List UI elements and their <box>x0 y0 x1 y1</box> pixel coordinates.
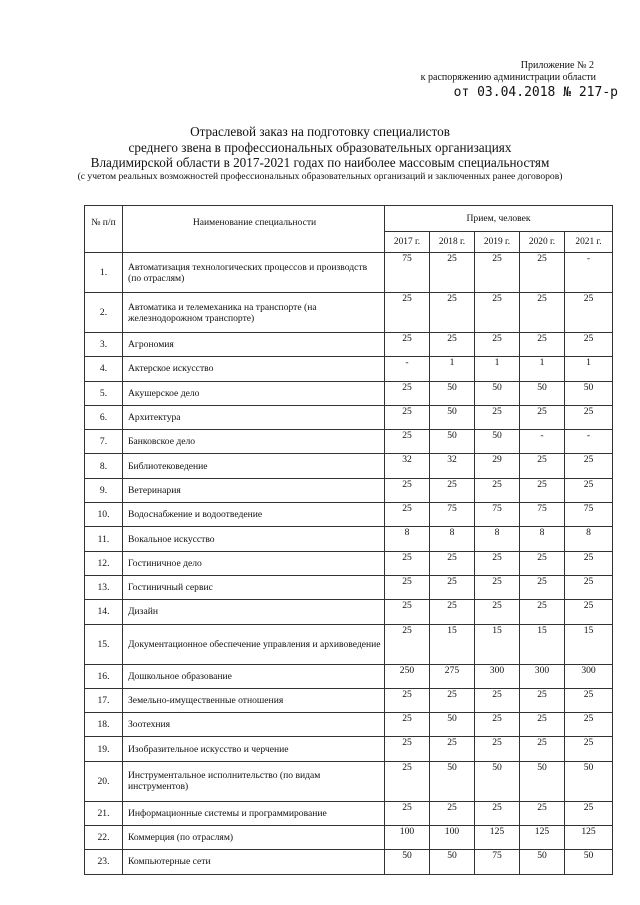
specialty-name: Инструментальное исполнительство (по видам инструментов) <box>123 761 385 801</box>
admission-value: 25 <box>520 454 565 478</box>
row-number: 6. <box>85 405 123 429</box>
document-title <box>60 124 580 171</box>
admission-value: 25 <box>385 333 430 357</box>
admission-value: 50 <box>520 850 565 874</box>
header-year: 2021 г. <box>565 232 613 253</box>
admission-value: 25 <box>430 600 475 624</box>
specialty-name: Земельно-имущественные отношения <box>123 688 385 712</box>
admission-value: 25 <box>385 478 430 502</box>
title-line-2: среднего звена в профессиональных образовательных организациях <box>128 139 512 155</box>
admission-value: 50 <box>520 761 565 801</box>
admission-value: 50 <box>385 850 430 874</box>
specialty-name: Агрономия <box>123 333 385 357</box>
specialty-name: Изобразительное искусство и черчение <box>123 737 385 761</box>
admission-value: 25 <box>475 405 520 429</box>
specialty-name: Актерское искусство <box>123 357 385 381</box>
admission-value: 300 <box>475 664 520 688</box>
specialty-name: Акушерское дело <box>123 381 385 405</box>
admission-value: 50 <box>430 850 475 874</box>
row-number: 16. <box>85 664 123 688</box>
row-number: 13. <box>85 575 123 599</box>
admission-value: 25 <box>385 381 430 405</box>
admission-value: 25 <box>475 737 520 761</box>
admission-value: 25 <box>385 624 430 664</box>
admission-value: 50 <box>475 381 520 405</box>
table-row <box>85 688 613 712</box>
admission-value: 25 <box>385 801 430 825</box>
admission-value: 25 <box>385 575 430 599</box>
admission-value: 25 <box>430 551 475 575</box>
specialty-name: Коммерция (по отраслям) <box>123 826 385 850</box>
table-row <box>85 713 613 737</box>
row-number: 15. <box>85 624 123 664</box>
title-line-1: Отраслевой заказ на подготовку специалистов <box>190 124 450 139</box>
admission-value: - <box>385 357 430 381</box>
table-row <box>85 454 613 478</box>
admission-value: 300 <box>520 664 565 688</box>
table-row <box>85 826 613 850</box>
admission-value: 15 <box>520 624 565 664</box>
row-number: 11. <box>85 527 123 551</box>
admission-value: 25 <box>385 761 430 801</box>
admission-value: 75 <box>565 503 613 527</box>
admission-value: 1 <box>565 357 613 381</box>
specialty-name: Банковское дело <box>123 430 385 454</box>
admission-value: 25 <box>430 478 475 502</box>
admission-value: 25 <box>385 600 430 624</box>
specialty-name: Компьютерные сети <box>123 850 385 874</box>
admission-value: 75 <box>430 503 475 527</box>
admission-value: 8 <box>475 527 520 551</box>
margin-mark <box>36 880 39 883</box>
table-row <box>85 253 613 293</box>
row-number: 5. <box>85 381 123 405</box>
admission-value: 300 <box>565 664 613 688</box>
admission-value: 15 <box>475 624 520 664</box>
specialty-name: Вокальное искусство <box>123 527 385 551</box>
specialty-name: Библиотековедение <box>123 454 385 478</box>
table-row <box>85 293 613 333</box>
admission-value: 250 <box>385 664 430 688</box>
admission-value: - <box>520 430 565 454</box>
table-row <box>85 624 613 664</box>
row-number: 23. <box>85 850 123 874</box>
table-row <box>85 405 613 429</box>
admission-value: 25 <box>565 688 613 712</box>
row-number: 7. <box>85 430 123 454</box>
admission-value: 25 <box>565 293 613 333</box>
admission-value: 25 <box>475 575 520 599</box>
admission-value: 25 <box>385 293 430 333</box>
admission-value: 29 <box>475 454 520 478</box>
admission-value: 25 <box>520 737 565 761</box>
row-number: 8. <box>85 454 123 478</box>
row-number: 21. <box>85 801 123 825</box>
admission-value: 75 <box>475 850 520 874</box>
specialty-name: Информационные системы и программирование <box>123 801 385 825</box>
admission-value: 25 <box>520 600 565 624</box>
row-number: 4. <box>85 357 123 381</box>
admission-value: 25 <box>565 575 613 599</box>
specialty-name: Архитектура <box>123 405 385 429</box>
admission-value: 25 <box>475 688 520 712</box>
row-number: 17. <box>85 688 123 712</box>
table-row <box>85 801 613 825</box>
row-number: 18. <box>85 713 123 737</box>
admission-value: 25 <box>520 293 565 333</box>
specialty-name: Дошкольное образование <box>123 664 385 688</box>
specialty-name: Дизайн <box>123 600 385 624</box>
admission-value: 25 <box>430 253 475 293</box>
admission-value: 75 <box>475 503 520 527</box>
admission-value: 125 <box>475 826 520 850</box>
admission-value: 15 <box>565 624 613 664</box>
admission-value: 275 <box>430 664 475 688</box>
header-admission: Прием, человек <box>385 206 613 232</box>
admission-value: 8 <box>520 527 565 551</box>
admission-value: 8 <box>565 527 613 551</box>
table-row <box>85 357 613 381</box>
row-number: 14. <box>85 600 123 624</box>
specialty-name: Автоматика и телемеханика на транспорте (на железнодорожном транспорте) <box>123 293 385 333</box>
admission-value: 1 <box>475 357 520 381</box>
admission-value: 25 <box>475 293 520 333</box>
table-row <box>85 478 613 502</box>
admission-value: 15 <box>430 624 475 664</box>
admission-value: 25 <box>565 333 613 357</box>
table-row <box>85 430 613 454</box>
admission-value: 25 <box>385 430 430 454</box>
admission-value: - <box>565 253 613 293</box>
admission-value: 25 <box>565 600 613 624</box>
table-row <box>85 761 613 801</box>
admission-value: 25 <box>430 575 475 599</box>
annex-block <box>420 60 618 101</box>
admission-value: 1 <box>520 357 565 381</box>
admission-value: 25 <box>565 801 613 825</box>
annex-order-ref: к распоряжению администрации области <box>420 72 596 83</box>
header-name: Наименование специальности <box>123 206 385 253</box>
admission-value: 25 <box>385 503 430 527</box>
admission-value: 25 <box>385 737 430 761</box>
admission-value: 25 <box>385 405 430 429</box>
admission-value: 8 <box>430 527 475 551</box>
admission-value: 25 <box>475 333 520 357</box>
specialty-name: Гостиничное дело <box>123 551 385 575</box>
admission-value: 25 <box>430 333 475 357</box>
admission-value: 25 <box>565 551 613 575</box>
admission-value: 25 <box>520 688 565 712</box>
table-row <box>85 551 613 575</box>
admission-value: 50 <box>475 761 520 801</box>
admission-value: 100 <box>385 826 430 850</box>
admission-value: 25 <box>520 405 565 429</box>
header-year: 2017 г. <box>385 232 430 253</box>
admission-value: 50 <box>565 761 613 801</box>
admission-value: 25 <box>430 293 475 333</box>
header-num: № п/п <box>85 206 123 253</box>
admission-value: 25 <box>565 405 613 429</box>
admission-value: 25 <box>520 575 565 599</box>
table-row <box>85 503 613 527</box>
admission-value: 32 <box>385 454 430 478</box>
admission-value: 25 <box>475 551 520 575</box>
admission-value: 25 <box>520 333 565 357</box>
specialty-name: Зоотехния <box>123 713 385 737</box>
admission-value: 25 <box>565 478 613 502</box>
specialties-table <box>84 205 613 875</box>
row-number: 2. <box>85 293 123 333</box>
admission-value: 25 <box>520 253 565 293</box>
admission-value: 25 <box>520 478 565 502</box>
admission-value: 25 <box>520 713 565 737</box>
admission-value: 50 <box>520 381 565 405</box>
table-row <box>85 381 613 405</box>
row-number: 9. <box>85 478 123 502</box>
admission-value: 125 <box>520 826 565 850</box>
admission-value: 25 <box>565 713 613 737</box>
table-row <box>85 850 613 874</box>
admission-value: 25 <box>430 688 475 712</box>
admission-value: 8 <box>385 527 430 551</box>
admission-value: 50 <box>565 381 613 405</box>
specialty-name: Водоснабжение и водоотведение <box>123 503 385 527</box>
admission-value: 50 <box>430 405 475 429</box>
admission-value: 25 <box>475 713 520 737</box>
admission-value: 100 <box>430 826 475 850</box>
specialty-name: Ветеринария <box>123 478 385 502</box>
row-number: 1. <box>85 253 123 293</box>
admission-value: 75 <box>520 503 565 527</box>
admission-value: 25 <box>565 737 613 761</box>
row-number: 22. <box>85 826 123 850</box>
row-number: 12. <box>85 551 123 575</box>
annex-label: Приложение № 2 <box>520 60 594 71</box>
row-number: 10. <box>85 503 123 527</box>
admission-value: 25 <box>430 737 475 761</box>
admission-value: 25 <box>520 801 565 825</box>
admission-value: 50 <box>430 381 475 405</box>
admission-value: 25 <box>475 600 520 624</box>
admission-value: 25 <box>385 688 430 712</box>
row-number: 20. <box>85 761 123 801</box>
annex-date-number: от 03.04.2018 № 217-р <box>453 85 618 100</box>
admission-value: 1 <box>430 357 475 381</box>
admission-value: 25 <box>520 551 565 575</box>
admission-value: 125 <box>565 826 613 850</box>
admission-value: 50 <box>565 850 613 874</box>
specialty-name: Гостиничный сервис <box>123 575 385 599</box>
admission-value: 25 <box>475 801 520 825</box>
specialty-name: Документационное обеспечение управления и архивоведение <box>123 624 385 664</box>
admission-value: 75 <box>385 253 430 293</box>
specialty-name: Автоматизация технологических процессов и производств (по отраслям) <box>123 253 385 293</box>
table-row <box>85 333 613 357</box>
admission-value: 50 <box>430 761 475 801</box>
admission-value: 25 <box>430 801 475 825</box>
header-year: 2018 г. <box>430 232 475 253</box>
admission-value: 50 <box>430 713 475 737</box>
header-year: 2020 г. <box>520 232 565 253</box>
document-subtitle: (с учетом реальных возможностей профессиональных образовательных организаций и заключенных ранее договоров) <box>77 171 563 182</box>
header-year: 2019 г. <box>475 232 520 253</box>
title-line-3: Владимирской области в 2017-2021 годах по наиболее массовым специальностям <box>90 155 550 170</box>
admission-value: 25 <box>475 253 520 293</box>
admission-value: 25 <box>565 454 613 478</box>
row-number: 3. <box>85 333 123 357</box>
table-row <box>85 664 613 688</box>
admission-value: 50 <box>475 430 520 454</box>
table-row <box>85 527 613 551</box>
admission-value: 25 <box>475 478 520 502</box>
admission-value: - <box>565 430 613 454</box>
admission-value: 25 <box>385 713 430 737</box>
admission-value: 50 <box>430 430 475 454</box>
table-row <box>85 600 613 624</box>
admission-value: 32 <box>430 454 475 478</box>
admission-value: 25 <box>385 551 430 575</box>
table-row <box>85 575 613 599</box>
row-number: 19. <box>85 737 123 761</box>
table-row <box>85 737 613 761</box>
